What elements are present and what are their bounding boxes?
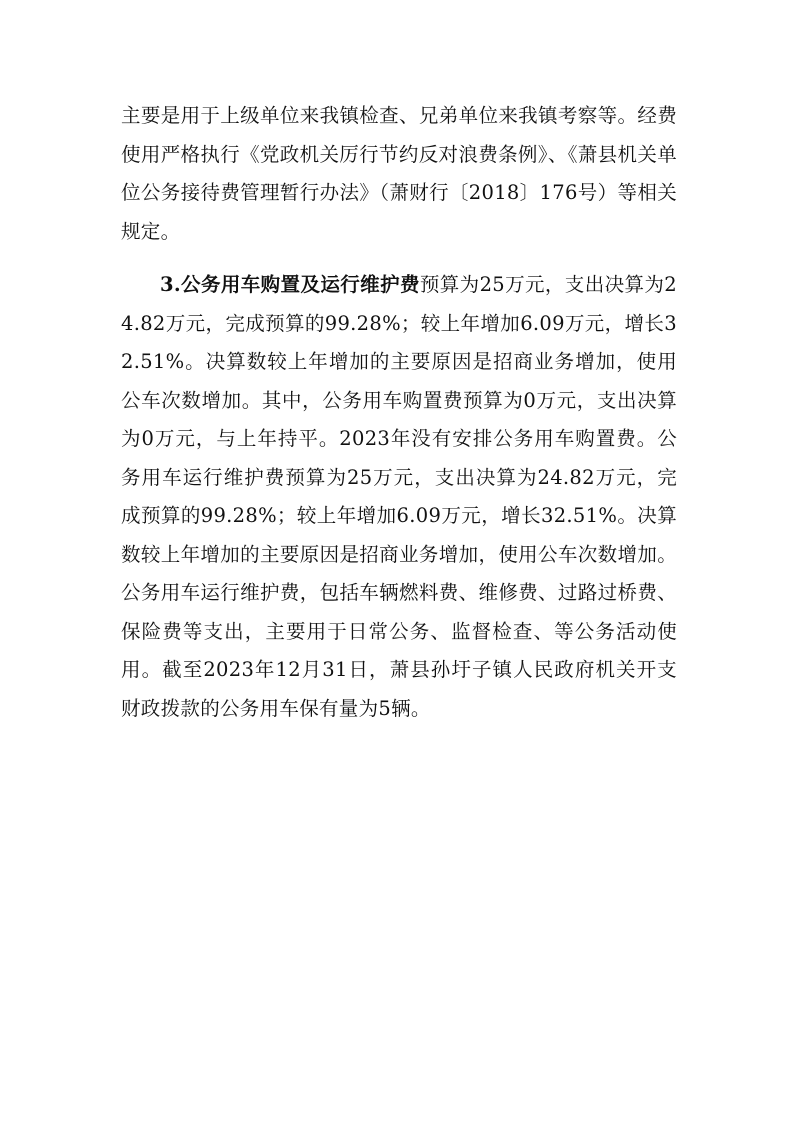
section-heading-vehicle: 3.公务用车购置及运行维护费 [160,273,420,296]
paragraph-official-vehicle [121,266,677,728]
paragraph-text: 预算为25万元，支出决算为24.82万元，完成预算的99.28%；较上年增加6.09万元，增长32.51%。决算数较上年增加的主要原因是招商业务增加，使用公车次数增加。其中，公务用车购置费预算为0万元，支出决算为0万元，与上年持平。2023年没有安排公务用车购置费。公务用车运行维护费预算为25万元，支出决算为24.82万元，完成预算的99.28%；较上年增加6.09万元，增长32.51%。决算数较上年增加的主要原因是招商业务增加，使用公车次数增加。公务用车运行维护费，包括车辆燃料费、维修费、过路过桥费、保险费等支出，主要用于日常公务、监督检查、等公务活动使用。截至2023年12月31日，萧县孙圩子镇人民政府机关开支财政拨款的公务用车保有量为5辆。 [121,273,678,720]
paragraph-reception-funds [121,97,677,251]
document-body [121,97,677,728]
paragraph-text: 主要是用于上级单位来我镇检查、兄弟单位来我镇考察等。经费使用严格执行《党政机关厉行节约反对浪费条例》、《萧县机关单位公务接待费管理暂行办法》（萧财行〔2018〕176号）等相关规定。 [121,104,677,243]
